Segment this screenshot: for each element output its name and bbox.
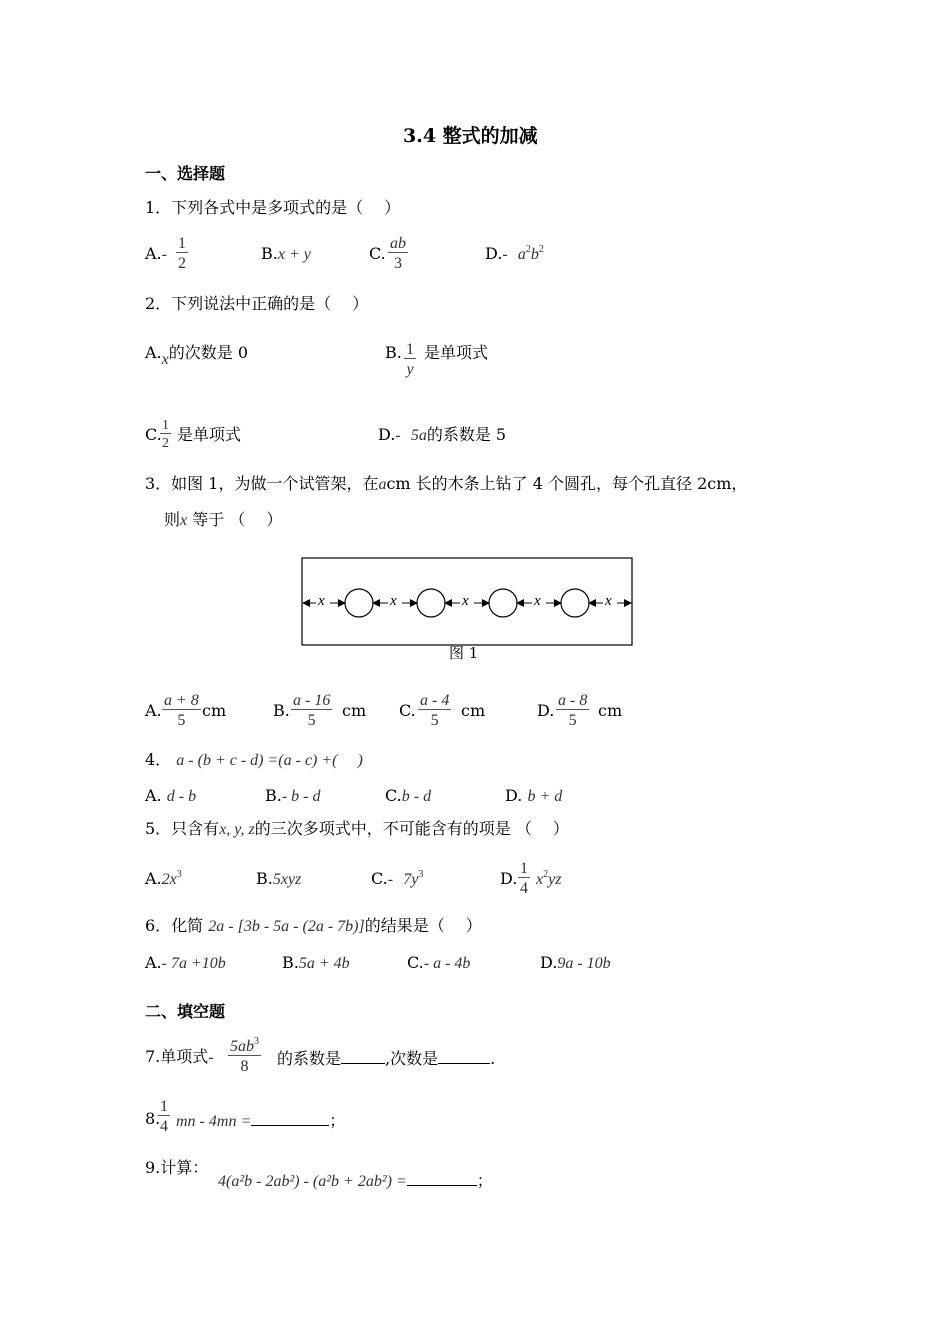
q4-stem: 4． a - (b + c - d) =(a - c) +( ): [145, 750, 363, 769]
q2-option-a: A.x的次数是 0: [145, 343, 249, 368]
figure-caption: 图 1: [449, 644, 479, 662]
q7-blank-degree[interactable]: [438, 1049, 490, 1064]
q3-option-d-label: D.: [537, 701, 555, 720]
q5-option-b: B.5xyz: [256, 869, 302, 888]
q7-prefix: 7.单项式-: [145, 1047, 214, 1066]
q5-option-d-label: D.: [500, 869, 518, 888]
q3-option-c-fraction: $\frac{a - 4}{5}$: [420, 692, 450, 729]
q5-option-a: $A.2x^3$: [145, 869, 182, 888]
q1-option-a-label: A.-: [145, 244, 167, 263]
gap-label-2: x: [390, 593, 397, 609]
q7-blank-coefficient[interactable]: [341, 1049, 385, 1064]
hole-4: [561, 589, 589, 617]
gap-label-5: x: [605, 593, 612, 609]
section-heading-choice: 一、选择题: [145, 164, 226, 183]
q6-option-b: B.5a + 4b: [282, 953, 350, 972]
q1-option-b: B.x + y: [261, 244, 311, 263]
q2-option-c-text: 是单项式: [177, 425, 242, 444]
q3-stem-line1: 3．如图 1，为做一个试管架，在acm 长的木条上钻了 4 个圆孔，每个孔直径 2cm，: [145, 474, 748, 493]
q3-option-d-unit: cm: [598, 701, 623, 720]
hole-2: [417, 589, 445, 617]
q2-option-c-fraction: $\frac{1}{2}$: [162, 418, 169, 451]
test-tube-rack-figure: [298, 555, 636, 649]
q8-prefix: 8.: [145, 1109, 161, 1128]
q9-answer-blank[interactable]: [407, 1171, 477, 1186]
q7-text: 的系数是 ,次数是 .: [277, 1049, 496, 1068]
q5-option-d-fraction: $\frac{1}{4}$: [520, 860, 528, 897]
q3-option-d-fraction: $\frac{a - 8}{5}$: [558, 692, 588, 729]
q4-option-a: A. d - b: [145, 786, 197, 805]
q9-expression: 4(a²b - 2ab²) - (a²b + 2ab²) = ；: [218, 1171, 493, 1190]
q1-option-c-label: C.: [369, 244, 386, 263]
q8-answer-blank[interactable]: [251, 1111, 329, 1126]
q3-option-c-unit: cm: [461, 701, 486, 720]
q2-option-c-label: C.: [145, 425, 162, 444]
q6-stem: 6．化简 2a - [3b - 5a - (2a - 7b)]的结果是（ ）: [145, 916, 482, 935]
section-heading-fill: 二、填空题: [145, 1002, 226, 1021]
q1-option-a-fraction: $\frac{1}{2}$: [178, 235, 186, 272]
gap-label-1: x: [318, 593, 325, 609]
q1-option-d: D.- $a^2b^2$: [485, 244, 544, 263]
q3-option-c-label: C.: [399, 701, 416, 720]
q5-stem: 5．只含有x, y, z的三次多项式中，不可能含有的项是 （ ）: [145, 819, 569, 838]
gap-label-4: x: [534, 593, 541, 609]
q5-option-c: C.- $7y^3$: [371, 869, 424, 888]
q3-option-b-unit: cm: [342, 701, 367, 720]
q9-prefix: 9.计算：: [145, 1158, 209, 1177]
q7-fraction: $\frac{5ab^3}{8}$: [230, 1036, 259, 1075]
q8-fraction: $\frac{1}{4}$: [160, 1098, 168, 1135]
q3-option-b-fraction: $\frac{a - 16}{5}$: [293, 692, 331, 729]
q4-option-b: B.- b - d: [265, 786, 321, 805]
q2-option-d: D.- 5a的系数是 5: [378, 425, 507, 444]
q6-option-d: D.9a - 10b: [540, 953, 611, 972]
q2-option-b-text: 是单项式: [424, 343, 489, 362]
q6-option-c: C.- a - 4b: [407, 953, 471, 972]
q3-stem-line2: 则x 等于 （ ）: [164, 510, 283, 529]
q2-option-b-fraction: $\frac{1}{y}$: [406, 341, 414, 378]
q2-option-b-label: B.: [385, 343, 402, 362]
q5-option-d-expr: $x^2yz$: [536, 869, 562, 888]
q3-option-a-fraction: $\frac{a + 8}{5}$: [164, 692, 199, 729]
q1-option-c-fraction: $\frac{ab}{3}$: [390, 235, 406, 272]
q3-option-a-unit: cm: [202, 701, 227, 720]
q6-option-a: A.- 7a +10b: [145, 953, 226, 972]
q8-expression: mn - 4mn = ；: [176, 1111, 346, 1130]
q4-option-c: C.b - d: [385, 786, 432, 805]
hole-1: [345, 589, 373, 617]
q4-option-d: D. b + d: [505, 786, 563, 805]
q3-option-b-label: B.: [273, 701, 290, 720]
q2-stem: 2．下列说法中正确的是（ ）: [145, 294, 369, 313]
hole-3: [489, 589, 517, 617]
q1-stem: 1．下列各式中是多项式的是（ ）: [145, 198, 401, 217]
q3-option-a-label: A.: [145, 701, 162, 720]
gap-label-3: x: [462, 593, 469, 609]
page-title: 3.4 整式的加减: [403, 125, 538, 147]
